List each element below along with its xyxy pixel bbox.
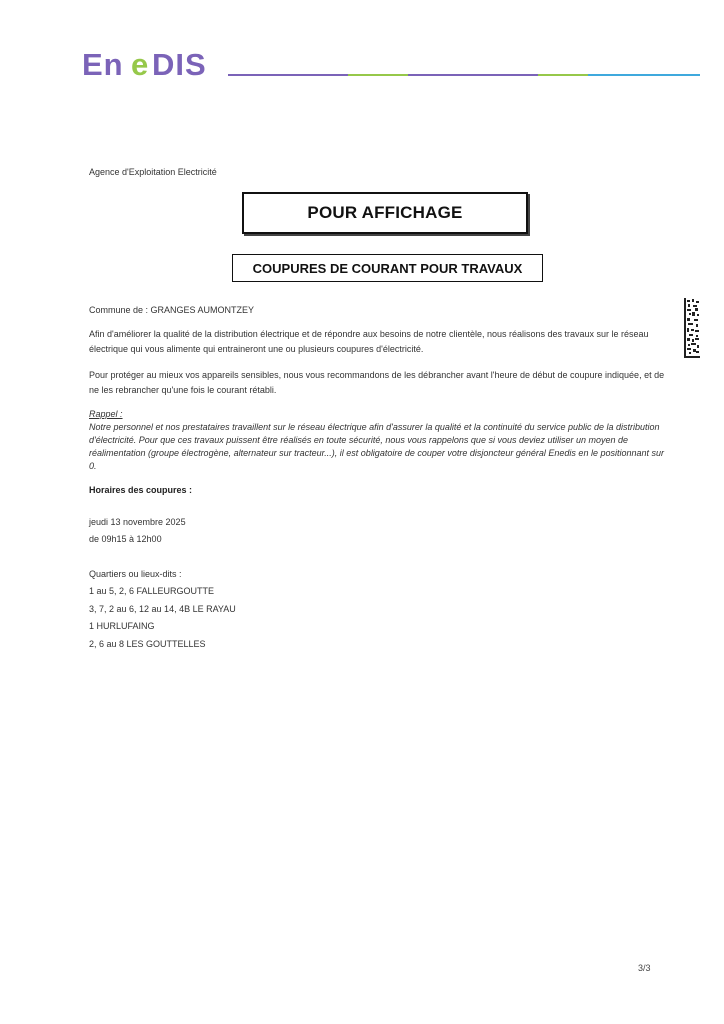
- rappel-title: Rappel :: [89, 409, 123, 419]
- commune-line: Commune de : GRANGES AUMONTZEY: [89, 305, 255, 315]
- svg-text:En: En: [82, 47, 124, 81]
- outage-date: jeudi 13 novembre 2025: [89, 517, 186, 527]
- advice-paragraph: Pour protéger au mieux vos appareils sensibles, nous vous recommandons de les débrancher avant l'heure de début de coupure indiquée, et de ne les rebrancher qu'une fois le courant rétabli.: [89, 370, 665, 395]
- page-number: 3/3: [638, 963, 651, 973]
- page-title: POUR AFFICHAGE: [307, 203, 463, 222]
- subtitle-box: [232, 254, 543, 282]
- outage-time: de 09h15 à 12h00: [89, 534, 162, 544]
- list-item: 2, 6 au 8 LES GOUTTELLES: [89, 638, 206, 649]
- list-item: 1 au 5, 2, 6 FALLEURGOUTTE: [89, 586, 215, 596]
- quartiers-list: [89, 584, 236, 654]
- svg-text:e: e: [131, 47, 149, 81]
- horaires-title: Horaires des coupures :: [89, 485, 193, 495]
- page-subtitle: COUPURES DE COURANT POUR TRAVAUX: [252, 260, 523, 276]
- agency-name: Agence d'Exploitation Electricité: [89, 167, 217, 177]
- list-item: 3, 7, 2 au 6, 12 au 14, 4B LE RAYAU: [89, 603, 236, 614]
- quartiers-title: Quartiers ou lieux-dits :: [89, 569, 182, 579]
- title-box: [242, 192, 528, 234]
- header-divider: [228, 74, 700, 77]
- enedis-logo: [82, 45, 222, 81]
- intro-paragraph: Afin d'améliorer la qualité de la distribution électrique et de répondre aux besoins de notre clientèle, nous réalisons des travaux sur le réseau électrique qui vous alimente qui entraineront une ou plusieurs coupures d'électricité.: [89, 329, 649, 354]
- datamatrix-code: [684, 298, 700, 358]
- rappel-body: Notre personnel et nos prestataires travaillent sur le réseau électrique afin d'assurer la qualité et la continuité du service public de la distribution d'électricité. Pour que ces travaux puissent être réalisés en toute sécurité, nous vous rappelons que si vous deviez utiliser un moyen de réalimentation (groupe électrogène, alternateur sur tracteur...), il est obligatoire de couper votre disjoncteur général Enedis en le positionnant sur 0.: [89, 422, 664, 471]
- svg-text:DIS: DIS: [152, 47, 207, 81]
- list-item: 1 HURLUFAING: [89, 621, 155, 631]
